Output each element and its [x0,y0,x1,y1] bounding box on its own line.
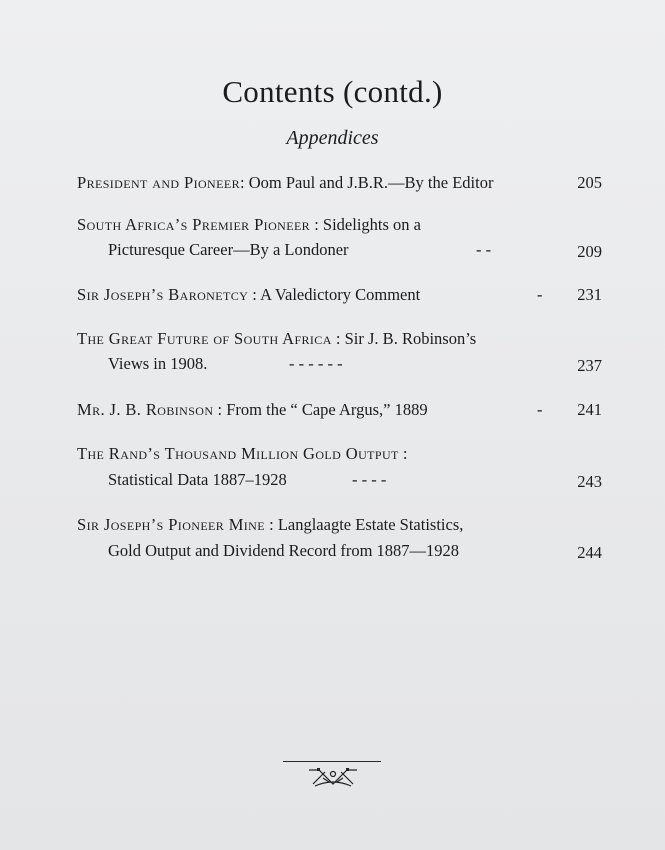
page-number: 237 [577,356,602,375]
entry-continuation: Statistical Data 1887–1928 [108,470,287,489]
entry-text: : From the “ Cape Argus,” 1889 [217,400,428,419]
entry-text: : A Valedictory Comment [252,285,421,304]
leader-dashes: - - [476,240,492,259]
entry-continuation: Views in 1908. [108,354,208,373]
page-title: Contents (contd.) [222,74,443,109]
page-number: 244 [577,543,602,562]
toc-entry-line [77,400,428,420]
entry-text: : Oom Paul and J.B.R.—By the Editor [240,173,494,192]
entry-heading: South Africa’s Premier Pioneer [77,215,311,234]
leader-dashes: - [537,285,543,304]
leader-dashes: - - - - - - [289,354,343,373]
toc-entry-line [77,285,420,305]
entry-continuation: Gold Output and Dividend Record from 1887—1928 [108,541,460,560]
toc-entry-line [77,515,463,535]
entry-heading: Sir Joseph’s Pioneer Mine [77,515,265,534]
toc-entry-line [77,329,476,349]
entry-text: : Sir J. B. Robinson’s [335,329,477,348]
toc-entry-line [77,215,421,235]
page-number: 243 [577,472,602,491]
entry-heading: Mr. J. B. Robinson [77,400,214,419]
entry-text: : Langlaagte Estate Statistics, [269,515,464,534]
page-number: 241 [577,400,602,419]
printer-mark-icon [305,764,361,790]
leader-dashes: - [537,400,543,419]
footer-rule [283,761,381,762]
page-number: 231 [577,285,602,304]
leader-dashes: - - - - [352,470,387,489]
entry-heading: President and Pioneer [77,173,240,192]
toc-entry-line [77,444,407,464]
entry-heading: The Rand’s Thousand Million Gold Output [77,444,399,463]
entry-continuation: Picturesque Career—By a Londoner [108,240,349,259]
page-number: 209 [577,242,602,261]
page-number: 205 [577,173,602,192]
section-subtitle: Appendices [286,127,379,149]
entry-text: : [402,444,408,463]
entry-heading: Sir Joseph’s Baronetcy [77,285,249,304]
entry-heading: The Great Future of South Africa [77,329,332,348]
toc-entry-line [77,173,493,193]
entry-text: : Sidelights on a [314,215,421,234]
